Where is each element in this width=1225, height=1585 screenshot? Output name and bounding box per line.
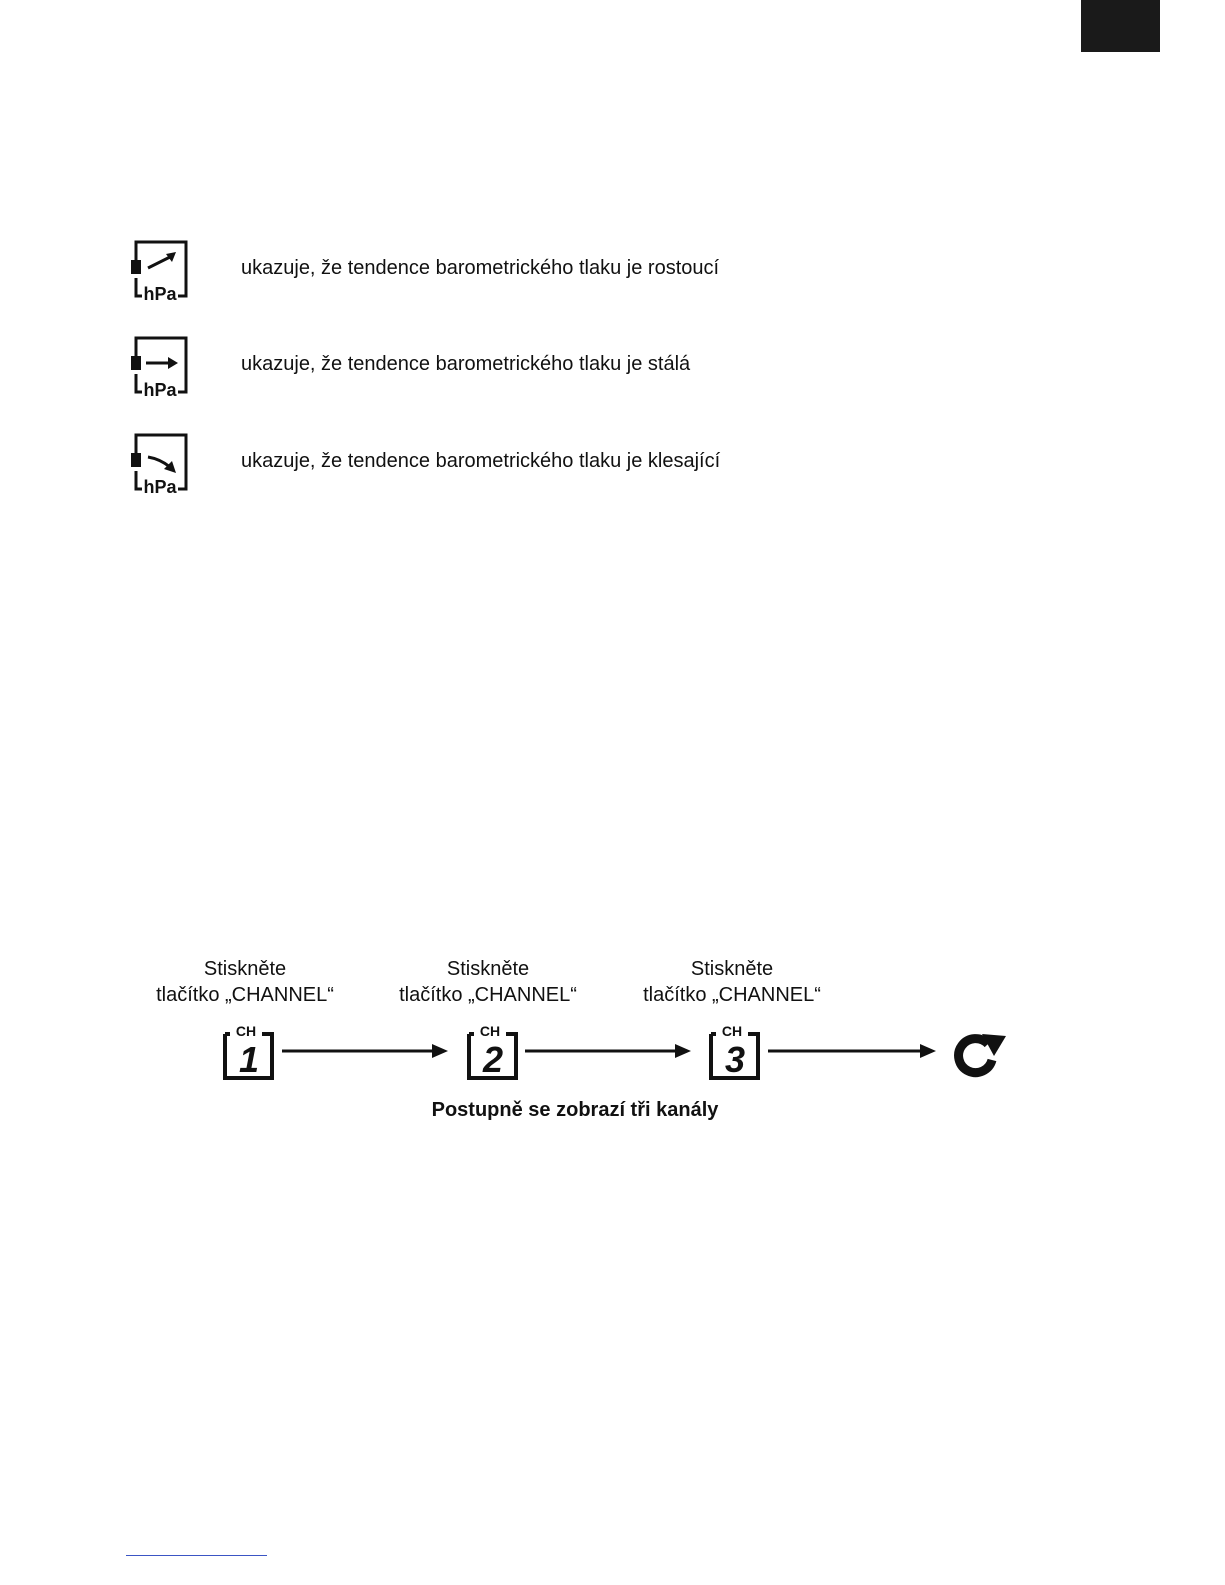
- svg-text:2: 2: [482, 1039, 504, 1080]
- flow-arrow: [282, 1043, 448, 1059]
- svg-text:hPa: hPa: [143, 284, 177, 304]
- channel-flow-diagram: [130, 950, 1030, 1140]
- page-corner-tab: [1081, 0, 1160, 52]
- svg-text:3: 3: [724, 1039, 746, 1080]
- svg-text:hPa: hPa: [143, 477, 177, 497]
- svg-text:CH: CH: [479, 1023, 501, 1039]
- legend-text: ukazuje, že tendence barometrického tlaku je klesající: [241, 450, 721, 472]
- svg-text:CH: CH: [235, 1023, 257, 1039]
- legend-text: ukazuje, že tendence barometrického tlaku je stálá: [241, 353, 691, 375]
- pressure-falling-icon: [126, 431, 192, 497]
- legend-row-falling: [126, 431, 826, 497]
- flow-arrow: [768, 1043, 936, 1059]
- svg-text:1: 1: [238, 1039, 260, 1080]
- press-channel-label-2: Stiskněte tlačítko „CHANNEL“: [399, 958, 577, 1006]
- legend-text: ukazuje, že tendence barometrického tlaku je rostoucí: [241, 257, 720, 279]
- channel-1-icon: [222, 1022, 276, 1080]
- footer-link-underline: [126, 1555, 267, 1556]
- channel-2-icon: [466, 1022, 520, 1080]
- channel-3-icon: [708, 1022, 762, 1080]
- svg-text:hPa: hPa: [143, 380, 177, 400]
- svg-text:CH: CH: [721, 1023, 743, 1039]
- press-channel-label-1: Stiskněte tlačítko „CHANNEL“: [156, 958, 334, 1006]
- cycle-icon: [948, 1030, 1008, 1078]
- press-channel-label-3: Stiskněte tlačítko „CHANNEL“: [643, 958, 821, 1006]
- pressure-steady-icon: [126, 334, 192, 400]
- flow-arrow: [525, 1043, 691, 1059]
- flow-caption: Postupně se zobrazí tři kanály: [431, 1099, 719, 1121]
- legend-row-steady: [126, 334, 826, 400]
- pressure-rising-icon: [126, 238, 192, 304]
- legend-row-rising: [126, 238, 826, 304]
